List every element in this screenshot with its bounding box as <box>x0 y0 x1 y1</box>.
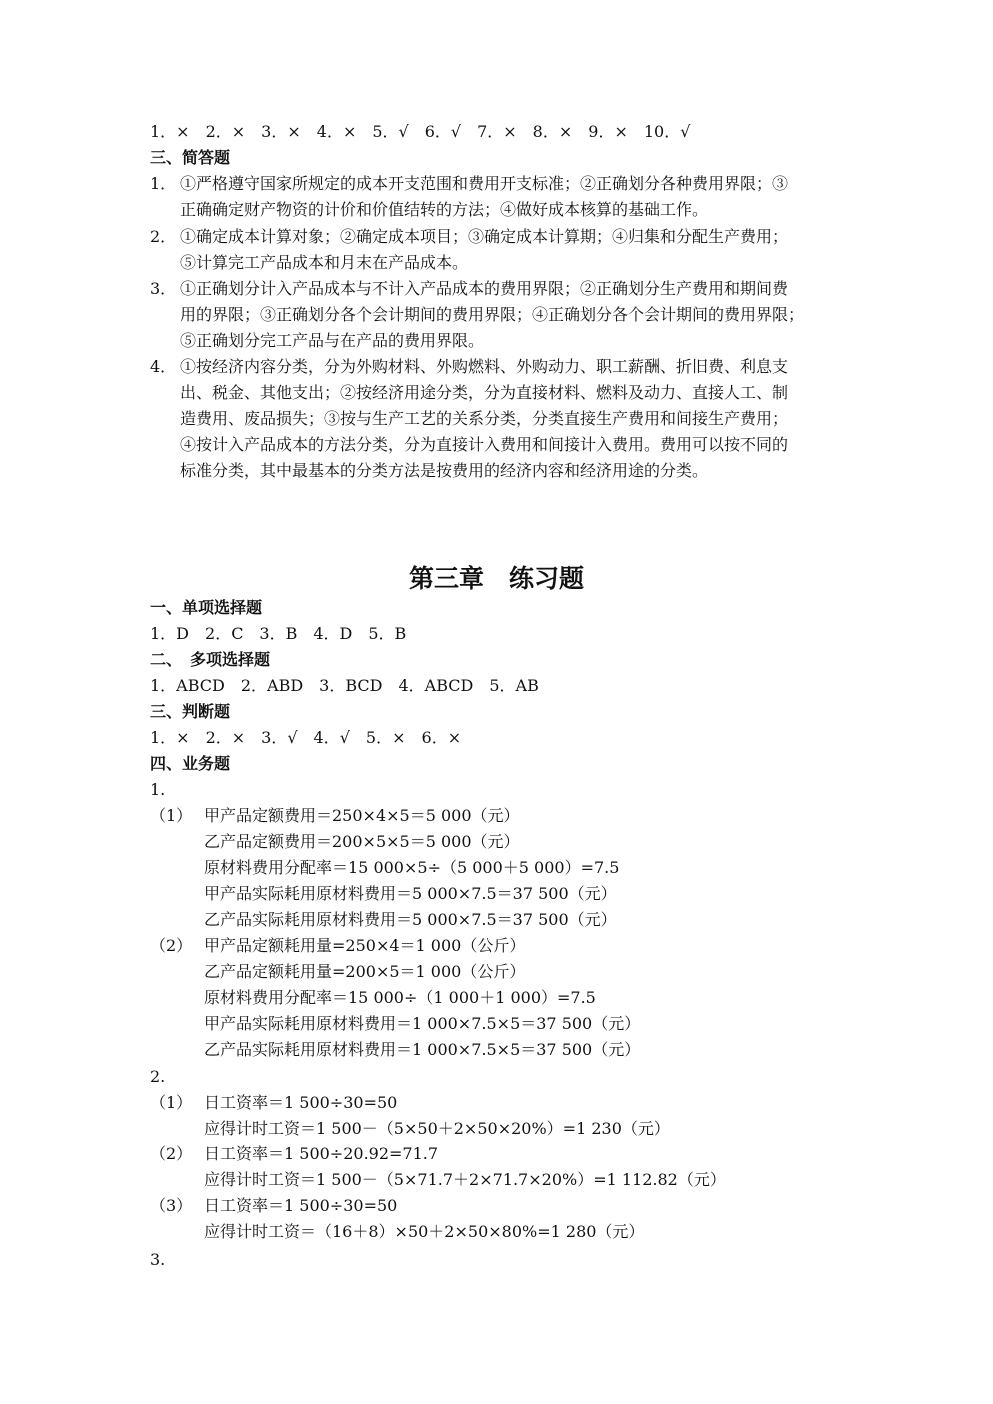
calc-line: 原材料费用分配率＝15 000×5÷（5 000＋5 000）=7.5 <box>204 858 620 877</box>
calc-line: 应得计时工资＝1 500－（5×71.7＋2×71.7×20%）=1 112.82（元） <box>204 1170 726 1189</box>
calc-line: 乙产品实际耗用原材料费用＝1 000×7.5×5＝37 500（元） <box>204 1040 641 1059</box>
judge-answers: 1．× 2．× 3．√ 4．√ 5．× 6．× <box>150 728 462 747</box>
part-label: （3） <box>150 1196 193 1215</box>
business-q2-number: 2. <box>150 1067 166 1086</box>
calc-line: 乙产品定额费用＝200×5×5＝5 000（元） <box>204 832 520 851</box>
part-label: （1） <box>150 806 193 825</box>
calc-line: 甲产品定额费用＝250×4×5＝5 000（元） <box>204 806 520 825</box>
short-answer-heading: 三、简答题 <box>150 148 231 167</box>
calc-line: 原材料费用分配率＝15 000÷（1 000＋1 000）=7.5 <box>204 988 596 1007</box>
chapter-title: 第三章 练习题 <box>408 564 584 593</box>
multi-choice-answers: 1．ABCD 2．ABD 3．BCD 4．ABCD 5．AB <box>150 676 539 695</box>
item-line: ⑤计算完工产品成本和月末在产品成本。 <box>180 253 469 272</box>
part-label: （2） <box>150 1144 193 1163</box>
calc-line: 日工资率＝1 500÷30=50 <box>204 1196 398 1215</box>
item-line: ⑤正确划分完工产品与在产品的费用界限。 <box>180 331 485 350</box>
single-choice-heading: 一、单项选择题 <box>150 598 263 617</box>
calc-line: 应得计时工资＝1 500－（5×50＋2×50×20%）=1 230（元） <box>204 1119 670 1138</box>
single-choice-answers: 1．D 2．C 3．B 4．D 5．B <box>150 624 407 643</box>
item-number: 4． <box>150 357 177 376</box>
calc-line: 应得计时工资＝（16＋8）×50＋2×50×80%=1 280（元） <box>204 1222 645 1241</box>
item-number: 3． <box>150 279 177 298</box>
item-line: 用的界限；③正确划分各个会计期间的费用界限；④正确划分各个会计期间的费用界限； <box>180 305 805 324</box>
item-number: 1． <box>150 174 177 193</box>
item-line: ①正确划分计入产品成本与不计入产品成本的费用界限；②正确划分生产费用和期间费 <box>180 279 789 298</box>
item-line: ①严格遵守国家所规定的成本开支范围和费用开支标准；②正确划分各种费用界限；③ <box>180 174 789 193</box>
business-q1-number: 1. <box>150 780 166 799</box>
business-heading: 四、业务题 <box>150 754 231 773</box>
calc-line: 日工资率＝1 500÷20.92=71.7 <box>204 1144 439 1163</box>
part-label: （2） <box>150 936 193 955</box>
item-line: 正确确定财产物资的计价和价值结转的方法；④做好成本核算的基础工作。 <box>180 200 709 219</box>
judge-answers-top: 1．× 2．× 3．× 4．× 5．√ 6．√ 7．× 8．× 9．× 10．√ <box>150 122 691 141</box>
calc-line: 乙产品实际耗用原材料费用＝5 000×7.5＝37 500（元） <box>204 910 617 929</box>
calc-line: 日工资率＝1 500÷30=50 <box>204 1093 398 1112</box>
calc-line: 甲产品实际耗用原材料费用＝5 000×7.5＝37 500（元） <box>204 884 617 903</box>
item-line: ①确定成本计算对象；②确定成本项目；③确定成本计算期；④归集和分配生产费用； <box>180 227 789 246</box>
item-line: 造费用、废品损失；③按与生产工艺的关系分类，分类直接生产费用和间接生产费用； <box>180 409 789 428</box>
judge-heading: 三、判断题 <box>150 702 231 721</box>
item-line: 出、税金、其他支出；②按经济用途分类，分为直接材料、燃料及动力、直接人工、制 <box>180 383 789 402</box>
item-line: ①按经济内容分类，分为外购材料、外购燃料、外购动力、职工薪酬、折旧费、利息支 <box>180 357 789 376</box>
business-q3-number: 3. <box>150 1250 166 1269</box>
part-label: （1） <box>150 1093 193 1112</box>
item-line: 标准分类，其中最基本的分类方法是按费用的经济内容和经济用途的分类。 <box>180 461 709 480</box>
item-number: 2． <box>150 227 177 246</box>
multi-choice-heading: 二、 多项选择题 <box>150 650 271 669</box>
calc-line: 甲产品实际耗用原材料费用＝1 000×7.5×5＝37 500（元） <box>204 1014 641 1033</box>
calc-line: 甲产品定额耗用量=250×4＝1 000（公斤） <box>204 936 526 955</box>
calc-line: 乙产品定额耗用量=200×5＝1 000（公斤） <box>204 962 526 981</box>
item-line: ④按计入产品成本的方法分类，分为直接计入费用和间接计入费用。费用可以按不同的 <box>180 435 789 454</box>
